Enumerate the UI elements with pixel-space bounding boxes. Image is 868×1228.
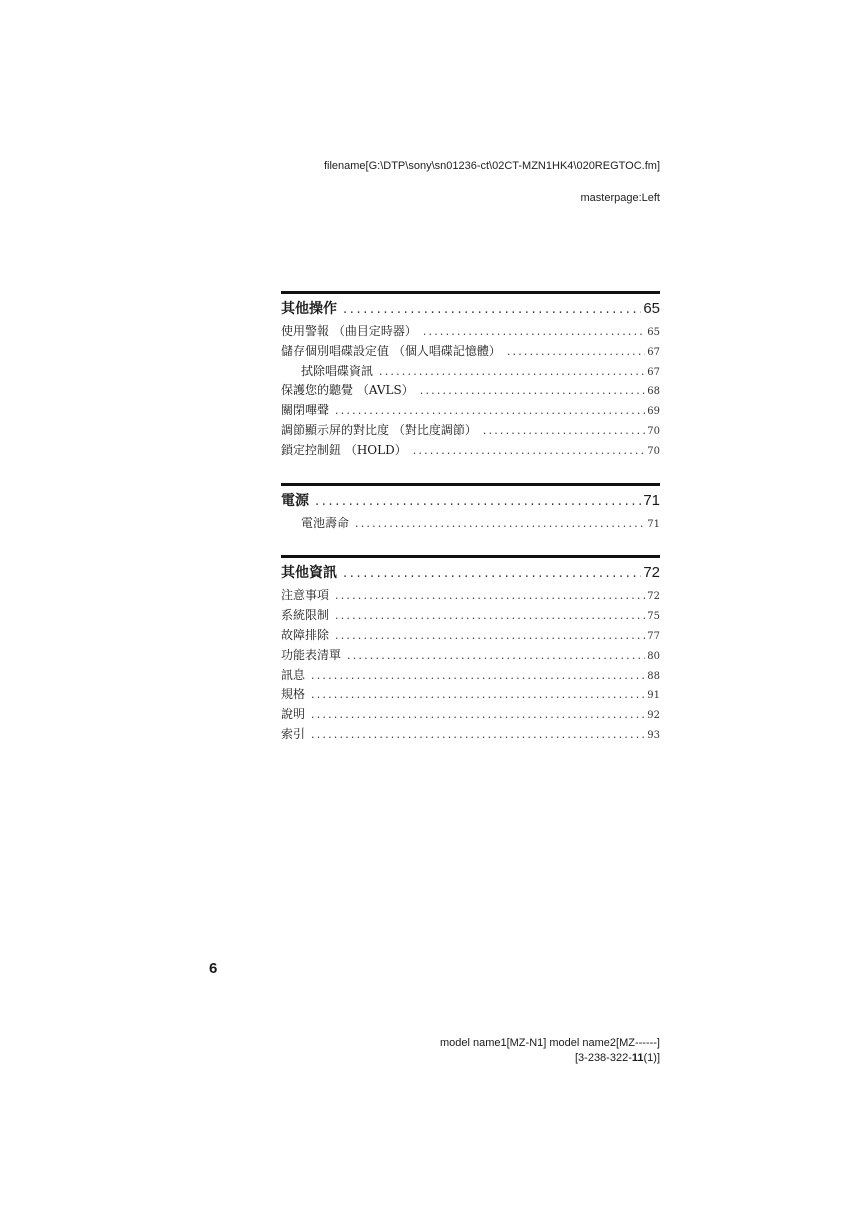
footer: [440, 1036, 660, 1066]
toc-section: [281, 555, 660, 744]
leader-dots: [343, 566, 641, 581]
toc-heading-page: 65: [643, 300, 660, 317]
toc-entry-page: 91: [647, 690, 660, 702]
toc-entry[interactable]: [281, 646, 660, 666]
footer-part-number: [440, 1051, 660, 1066]
toc-entry[interactable]: [281, 626, 660, 646]
leader-dots: [423, 325, 645, 338]
toc-entry-page: 93: [647, 729, 660, 741]
toc-entry[interactable]: [281, 685, 660, 705]
page-number: 6: [209, 960, 218, 977]
toc-entry[interactable]: [281, 322, 660, 342]
toc-section: [281, 291, 660, 461]
toc-entry-page: 65: [647, 327, 660, 338]
toc-entry-title: 故障排除: [281, 627, 330, 642]
toc-entry-title: 注意事項: [281, 588, 330, 603]
toc-entry-page: 72: [647, 591, 660, 603]
toc-entry[interactable]: [281, 342, 660, 362]
toc-entry-title: 拭除唱碟資訊: [301, 363, 374, 378]
toc-entry-page: 70: [647, 445, 660, 457]
leader-dots: [335, 589, 645, 602]
toc-section-heading[interactable]: [281, 490, 660, 514]
part-number-prefix: [3-238-322-: [574, 1052, 632, 1064]
toc-entry-title: 功能表清單: [281, 647, 342, 662]
toc-entry-title: 儲存個別唱碟設定值 （個人唱碟記憶體）: [281, 343, 501, 358]
toc-entry-page: 69: [647, 406, 660, 418]
toc-entry-title: 調節顯示屏的對比度 （對比度調節）: [281, 422, 477, 437]
toc-entry-title: 鎖定控制鈕 （HOLD）: [281, 442, 407, 457]
leader-dots: [507, 345, 645, 358]
toc-entry[interactable]: [281, 705, 660, 725]
toc-entry-page: 68: [647, 386, 660, 398]
footer-model-names: model name1[MZ-N1] model name2[MZ------]: [439, 1037, 660, 1049]
leader-dots: [413, 444, 646, 457]
leader-dots: [311, 708, 645, 721]
toc-entry[interactable]: [281, 725, 660, 745]
leader-dots: [315, 494, 641, 509]
masterpage-header: masterpage:Left: [580, 192, 660, 204]
toc-entry[interactable]: [281, 586, 660, 606]
leader-dots: [335, 609, 645, 622]
toc-entry-title: 電池壽命: [301, 515, 350, 530]
toc-section-heading[interactable]: [281, 562, 660, 586]
leader-dots: [311, 669, 645, 682]
toc-subentry[interactable]: [281, 362, 660, 382]
table-of-contents: [281, 291, 660, 767]
toc-entry[interactable]: [281, 421, 660, 441]
toc-entry-page: 80: [647, 650, 660, 662]
toc-entry-page: 67: [647, 366, 660, 378]
toc-heading-title: 其他操作: [281, 301, 337, 317]
toc-entry[interactable]: [281, 401, 660, 421]
toc-entry-page: 75: [647, 611, 660, 623]
toc-entry-page: 71: [647, 518, 660, 530]
toc-entry-page: 70: [647, 425, 660, 437]
toc-section-heading[interactable]: [281, 298, 660, 322]
toc-entry-page: 77: [647, 630, 660, 642]
toc-entry-title: 規格: [281, 687, 306, 702]
toc-subentry[interactable]: [281, 514, 660, 534]
toc-entry[interactable]: [281, 381, 660, 401]
leader-dots: [483, 424, 645, 437]
leader-dots: [379, 365, 645, 378]
toc-entry[interactable]: [281, 441, 660, 461]
filename-header: filename[G:\DTP\sony\sn01236-ct\02CT-MZN1HK4\020REGTOC.fm]: [323, 160, 660, 172]
toc-section: [281, 483, 660, 534]
toc-heading-title: 其他資訊: [281, 565, 337, 582]
toc-entry-title: 索引: [281, 726, 306, 741]
toc-entry[interactable]: [281, 606, 660, 626]
toc-entry-page: 67: [647, 346, 660, 358]
toc-entry-title: 使用警報 （曲目定時器）: [281, 324, 417, 338]
leader-dots: [311, 728, 645, 741]
leader-dots: [335, 629, 645, 642]
toc-heading-title: 電源: [281, 492, 309, 509]
toc-entry-page: 88: [647, 670, 660, 682]
toc-entry-page: 92: [647, 710, 660, 722]
part-number-suffix: (1)]: [643, 1052, 660, 1064]
toc-entry-title: 保護您的聽覺 （AVLS）: [281, 383, 414, 398]
part-number-bold: 11: [631, 1052, 644, 1064]
toc-entry[interactable]: [281, 666, 660, 686]
leader-dots: [343, 302, 641, 317]
toc-entry-title: 系統限制: [281, 608, 330, 623]
leader-dots: [420, 384, 646, 397]
toc-heading-page: 71: [643, 491, 660, 509]
toc-entry-title: 說明: [281, 707, 306, 722]
leader-dots: [311, 688, 645, 701]
leader-dots: [355, 517, 645, 530]
leader-dots: [335, 404, 645, 417]
leader-dots: [347, 649, 645, 662]
toc-entry-title: 訊息: [281, 667, 306, 682]
toc-entry-title: 關閉嗶聲: [281, 403, 330, 418]
toc-heading-page: 72: [643, 564, 660, 582]
